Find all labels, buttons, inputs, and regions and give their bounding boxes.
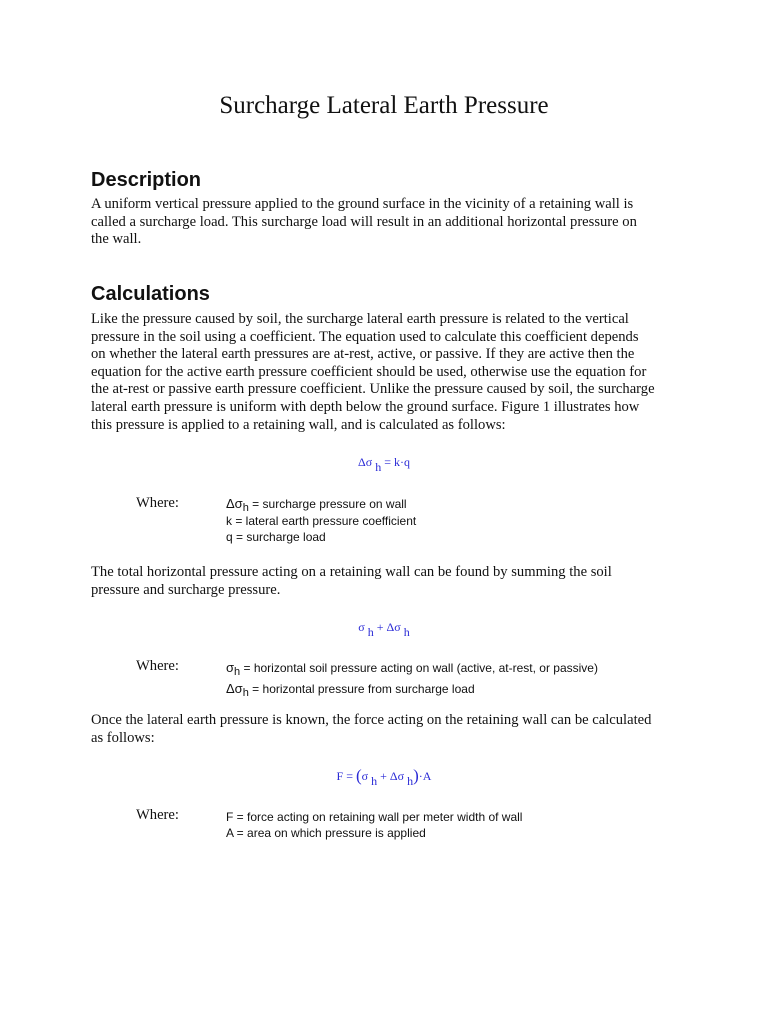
variable-definition: A = area on which pressure is applied [226,826,426,840]
force-paragraph [91,712,681,747]
where-list-2 [226,660,598,698]
where-label: Where: [136,495,179,511]
where-label: Where: [136,807,179,823]
text-line: The total horizontal pressure acting on a retaining wall can be found by summing the soil [91,564,612,580]
text-line: this pressure is applied to a retaining wall, and is calculated as follows: [91,416,506,433]
text-line: on whether the lateral earth pressures are at-rest, active, or passive. If they are active then the [91,346,635,363]
where-label: Where: [136,658,179,674]
text-line: lateral earth pressure is uniform with depth below the ground surface. Figure 1 illustrates how [91,398,640,415]
text-line: Like the pressure caused by soil, the surcharge lateral earth pressure is related to the vertical [91,311,629,327]
calculations-heading: Calculations [91,283,210,305]
where-list-1 [226,496,416,545]
equation-force: F = (σ h + Δσ h)·A [336,766,432,788]
page-title: Surcharge Lateral Earth Pressure [219,92,549,119]
text-line: as follows: [91,729,155,746]
variable-definition: F = force acting on retaining wall per meter width of wall [226,810,523,824]
text-line: equation for the active earth pressure coefficient should be used, otherwise use the equation for [91,363,647,380]
equation-total-pressure: σ h + Δσ h [358,620,410,639]
description-paragraph [91,196,681,249]
variable-definition: Δσh = horizontal pressure from surcharge load [226,681,475,699]
text-line: A uniform vertical pressure applied to the ground surface in the vicinity of a retaining wall is [91,196,634,212]
variable-definition: Δσh = surcharge pressure on wall [226,496,407,514]
calculations-paragraph [91,311,681,434]
variable-definition: σh = horizontal soil pressure acting on wall (active, at-rest, or passive) [226,660,598,678]
text-line: the at-rest or passive earth pressure coefficient. Unlike the pressure caused by soil, the surcharge [91,381,655,398]
equation-surcharge-pressure: Δσ h = k·q [358,455,410,474]
text-line: pressure and surcharge pressure. [91,581,281,598]
text-line: called a surcharge load. This surcharge load will result in an additional horizontal pressure on [91,213,637,230]
description-heading: Description [91,169,202,191]
text-line: the wall. [91,231,142,248]
where-list-3 [226,809,522,841]
variable-definition: q = surcharge load [226,530,326,544]
total-pressure-paragraph [91,564,681,599]
text-line: Once the lateral earth pressure is known, the force acting on the retaining wall can be calculated [91,712,652,728]
variable-definition: k = lateral earth pressure coefficient [226,514,417,528]
text-line: pressure in the soil using a coefficient. The equation used to calculate this coefficient depends [91,328,639,345]
